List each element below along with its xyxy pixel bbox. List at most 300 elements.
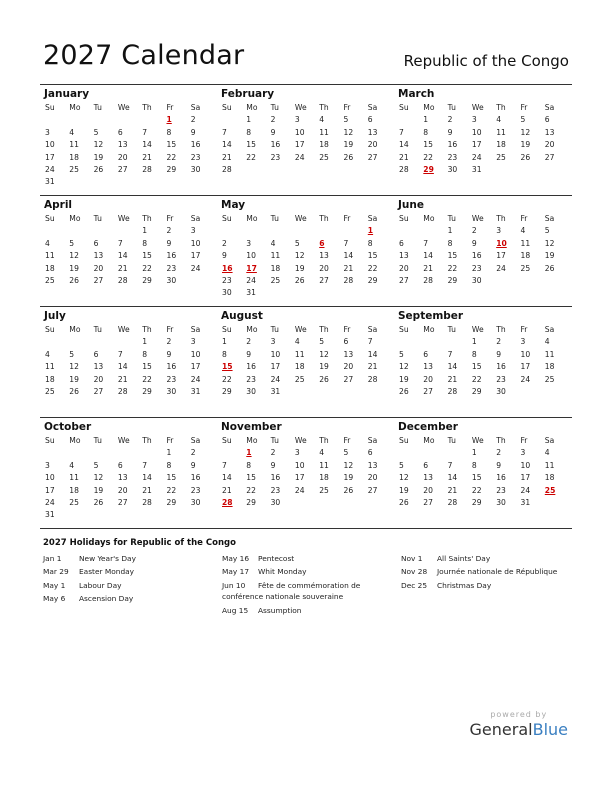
day-cell [92,460,116,472]
day-cell [518,460,542,472]
day-number: 27 [343,374,354,384]
day-cell [421,250,445,262]
day-cell [421,114,445,126]
holiday-entry [401,552,557,565]
day-number: 26 [319,374,329,384]
day-cell [164,374,188,386]
day-number: 9 [166,349,172,359]
day-number: 27 [93,386,104,396]
day-number: 19 [520,140,531,150]
day-number: 25 [520,263,531,273]
day-cell [92,485,116,497]
day-number: 28 [447,497,458,507]
day-cell [116,164,140,176]
day-cell [397,374,421,386]
day-cell [43,152,67,164]
day-number: 27 [319,275,329,285]
month-days [220,435,394,509]
day-cell [421,485,445,497]
day-cell [446,250,470,262]
day-cell [421,275,445,287]
day-cell [220,250,244,262]
day-cell [67,139,91,151]
day-cell [293,114,317,126]
day-number: 4 [496,115,502,125]
day-cell [397,485,421,497]
month-name: September [398,310,464,322]
day-number: 15 [142,362,152,372]
day-number: 1 [142,226,148,236]
weekday-header: Tu [447,436,456,445]
day-number: 21 [117,374,128,384]
weekday-header: Th [496,325,506,334]
day-number: 2 [166,337,172,347]
holiday-day: 28 [222,497,233,507]
day-number: 13 [117,140,128,150]
day-cell [518,361,542,373]
holiday-date: Aug 15 [222,605,249,615]
day-number: 2 [447,115,453,125]
day-cell [140,349,164,361]
day-cell [92,127,116,139]
day-cell [92,497,116,509]
holiday-column-1 [43,552,136,606]
day-cell [293,127,317,139]
day-number: 21 [142,485,152,495]
day-number: 7 [222,460,227,470]
day-cell [43,238,67,250]
day-cell [43,127,67,139]
day-number: 20 [399,263,409,273]
day-number: 26 [294,275,305,285]
day-cell [140,263,164,275]
day-number: 14 [222,140,232,150]
day-number: 16 [190,140,201,150]
holiday-entry [43,579,136,592]
day-cell [269,485,293,497]
empty-day [116,114,140,126]
weekday-header: Su [45,436,55,445]
day-cell [446,114,470,126]
day-cell [244,460,268,472]
empty-day [92,336,116,348]
day-cell [244,114,268,126]
day-number: 2 [496,337,502,347]
holiday-day: 25 [544,485,556,495]
day-cell [189,386,213,398]
day-cell [470,336,494,348]
day-cell [244,386,268,398]
day-cell [244,287,268,299]
day-number: 20 [93,263,104,273]
holiday-name: Easter Monday [79,567,135,577]
weekday-header: Th [142,325,152,334]
day-number: 28 [447,386,458,396]
day-number: 24 [190,374,201,384]
day-cell [43,497,67,509]
day-cell [293,460,317,472]
day-cell [366,349,390,361]
empty-day [220,225,244,237]
day-cell [317,275,341,287]
day-cell [446,225,470,237]
weekday-header: Su [399,214,409,223]
day-number: 7 [117,349,123,359]
day-cell [43,139,67,151]
day-cell [341,447,365,459]
holiday-date: Jun 10 [222,580,246,590]
day-number: 14 [399,140,409,150]
day-number: 29 [222,386,232,396]
day-number: 4 [45,238,50,248]
day-cell [220,336,244,348]
day-cell [67,349,91,361]
weekday-header: Mo [69,325,81,334]
day-cell [293,263,317,275]
day-cell [43,472,67,484]
day-number: 9 [270,460,276,470]
day-cell [341,139,365,151]
day-number: 6 [367,448,373,458]
day-cell [220,164,244,176]
day-number: 16 [496,473,506,483]
day-cell [518,349,542,361]
day-number: 5 [399,349,404,359]
day-cell [446,139,470,151]
day-number: 25 [45,275,55,285]
day-number: 21 [367,362,378,372]
day-cell [189,152,213,164]
day-number: 23 [471,263,482,273]
month-march [394,85,571,195]
holiday-entry [43,565,136,578]
day-cell [421,460,445,472]
day-number: 2 [190,448,196,458]
day-number: 15 [471,473,482,483]
day-number: 9 [166,238,172,248]
day-cell [543,114,567,126]
day-cell [43,176,67,188]
day-cell [220,139,244,151]
day-cell [220,287,244,299]
day-number: 14 [447,362,458,372]
day-cell [366,472,390,484]
empty-day [397,225,421,237]
day-cell [446,164,470,176]
day-number: 27 [117,164,128,174]
day-cell [189,250,213,262]
holiday-date: Nov 1 [401,554,423,563]
day-cell [470,472,494,484]
day-cell [518,152,542,164]
day-number: 31 [190,386,201,396]
day-number: 22 [423,152,433,162]
day-cell [470,238,494,250]
empty-day [140,114,164,126]
day-number: 9 [190,127,196,137]
day-number: 14 [367,349,378,359]
day-number: 9 [496,460,502,470]
day-number: 18 [45,374,55,384]
day-cell [116,386,140,398]
day-cell [397,460,421,472]
day-cell [397,152,421,164]
weekday-header: We [294,214,307,223]
month-row [40,84,572,195]
day-cell [518,374,542,386]
day-number: 16 [447,140,458,150]
day-number: 19 [399,374,409,384]
day-cell [366,263,390,275]
day-number: 5 [520,115,526,125]
day-cell [140,472,164,484]
weekday-header: Sa [367,103,378,112]
day-cell [293,275,317,287]
day-number: 23 [270,152,281,162]
day-number: 3 [471,115,477,125]
day-cell [470,349,494,361]
day-cell [293,238,317,250]
day-cell [446,349,470,361]
day-cell [341,275,365,287]
day-number: 11 [520,238,531,248]
day-cell [446,386,470,398]
day-number: 13 [423,473,433,483]
day-number: 6 [343,337,349,347]
day-number: 30 [222,288,232,298]
day-cell [164,139,188,151]
weekday-header: Su [45,325,55,334]
weekday-header: We [117,103,130,112]
day-cell [140,460,164,472]
day-number: 9 [222,251,227,261]
day-number: 3 [270,337,276,347]
day-number: 2 [222,238,227,248]
day-number: 27 [367,152,378,162]
day-number: 23 [246,374,256,384]
empty-day [220,447,244,459]
day-cell [189,349,213,361]
day-cell [543,139,567,151]
weekday-header: We [117,214,130,223]
day-cell [189,472,213,484]
day-number: 16 [166,251,177,261]
weekday-header: Mo [423,214,435,223]
day-number: 24 [190,263,201,273]
day-cell [92,386,116,398]
day-cell [341,374,365,386]
day-number: 13 [367,460,378,470]
day-number: 21 [447,485,458,495]
day-cell [220,361,244,373]
day-number: 26 [69,386,79,396]
day-number: 10 [471,127,482,137]
day-cell [317,250,341,262]
day-cell [341,349,365,361]
day-number: 24 [471,152,482,162]
day-cell [494,336,518,348]
day-cell [470,485,494,497]
day-cell [164,263,188,275]
month-name: March [398,88,435,100]
day-cell [189,374,213,386]
day-cell [220,386,244,398]
day-number: 5 [399,460,404,470]
day-cell [189,485,213,497]
day-number: 10 [520,460,531,470]
day-cell [397,250,421,262]
day-cell [397,472,421,484]
day-cell [164,164,188,176]
day-cell [543,250,567,262]
day-number: 25 [544,374,555,384]
day-number: 19 [343,473,354,483]
day-cell [140,497,164,509]
day-cell [116,497,140,509]
empty-day [67,225,91,237]
day-number: 15 [423,140,433,150]
day-number: 16 [166,362,177,372]
weekday-header: Mo [423,436,435,445]
day-number: 7 [447,349,453,359]
month-september [394,307,571,417]
day-number: 6 [93,349,99,359]
day-number: 10 [246,251,256,261]
day-cell [543,349,567,361]
day-cell [470,152,494,164]
day-cell [244,238,268,250]
day-number: 13 [423,362,433,372]
day-number: 29 [447,275,458,285]
day-number: 19 [544,251,555,261]
day-cell [269,374,293,386]
month-days [220,324,394,398]
country-name: Republic of the Congo [403,52,569,70]
weekday-header: Sa [544,214,555,223]
day-number: 18 [544,473,555,483]
day-number: 10 [45,473,55,483]
day-cell [494,485,518,497]
day-number: 1 [142,337,148,347]
day-number: 17 [45,485,55,495]
day-number: 3 [45,127,50,137]
day-number: 17 [45,152,55,162]
month-may [217,196,394,306]
day-cell [421,139,445,151]
day-number: 22 [471,374,482,384]
day-number: 20 [423,374,433,384]
day-cell [446,472,470,484]
day-number: 13 [544,127,555,137]
day-number: 19 [343,140,354,150]
day-number: 11 [544,349,555,359]
day-number: 7 [343,238,349,248]
day-number: 26 [93,497,104,507]
day-cell [494,374,518,386]
day-cell [116,361,140,373]
weekday-header: Su [45,103,55,112]
day-cell [244,349,268,361]
day-number: 4 [319,115,325,125]
day-cell [317,238,341,250]
day-cell [189,263,213,275]
day-cell [43,275,67,287]
day-number: 3 [45,460,50,470]
day-cell [164,447,188,459]
day-cell [269,447,293,459]
day-number: 27 [117,497,128,507]
holiday-date: May 17 [222,567,250,577]
holiday-date: Jan 1 [43,554,62,563]
weekday-header: Fr [166,214,174,223]
day-cell [317,460,341,472]
day-cell [67,472,91,484]
day-number: 21 [142,152,152,162]
day-number: 28 [399,164,409,174]
empty-day [43,447,67,459]
holiday-entry [222,604,360,617]
holiday-name: Fête de commémoration de [258,580,361,590]
day-cell [494,472,518,484]
day-number: 13 [343,349,354,359]
day-cell [189,164,213,176]
day-cell [140,225,164,237]
day-cell [244,336,268,348]
month-name: August [221,310,263,322]
day-cell [164,238,188,250]
day-number: 29 [142,275,152,285]
day-number: 5 [544,226,550,236]
day-number: 25 [319,485,329,495]
day-number: 13 [93,362,104,372]
month-days [220,213,394,300]
holiday-column-2 [222,552,360,617]
day-cell [494,460,518,472]
day-number: 1 [222,337,227,347]
weekday-header: Sa [190,436,201,445]
day-number: 29 [471,386,482,396]
day-cell [397,349,421,361]
weekday-header: Mo [246,214,258,223]
day-number: 27 [367,485,378,495]
day-number: 14 [142,140,152,150]
day-number: 7 [142,460,148,470]
holiday-name-continued: conférence nationale souveraine [222,592,344,602]
day-number: 10 [190,238,201,248]
day-number: 22 [471,485,482,495]
weekday-header: Th [142,214,152,223]
day-number: 18 [294,362,305,372]
day-number: 7 [142,127,148,137]
day-number: 27 [399,275,409,285]
day-number: 31 [45,510,55,520]
day-number: 12 [69,362,79,372]
day-number: 9 [496,349,502,359]
holiday-name: Christmas Day [437,580,492,590]
day-number: 12 [319,349,329,359]
day-cell [494,361,518,373]
day-number: 15 [447,251,458,261]
day-cell [366,336,390,348]
day-number: 2 [270,448,276,458]
day-number: 26 [69,275,79,285]
day-number: 10 [270,349,281,359]
weekday-header: Mo [423,325,435,334]
weekday-header: Sa [544,325,555,334]
day-cell [317,336,341,348]
holiday-entry [222,565,360,578]
month-august [217,307,394,417]
